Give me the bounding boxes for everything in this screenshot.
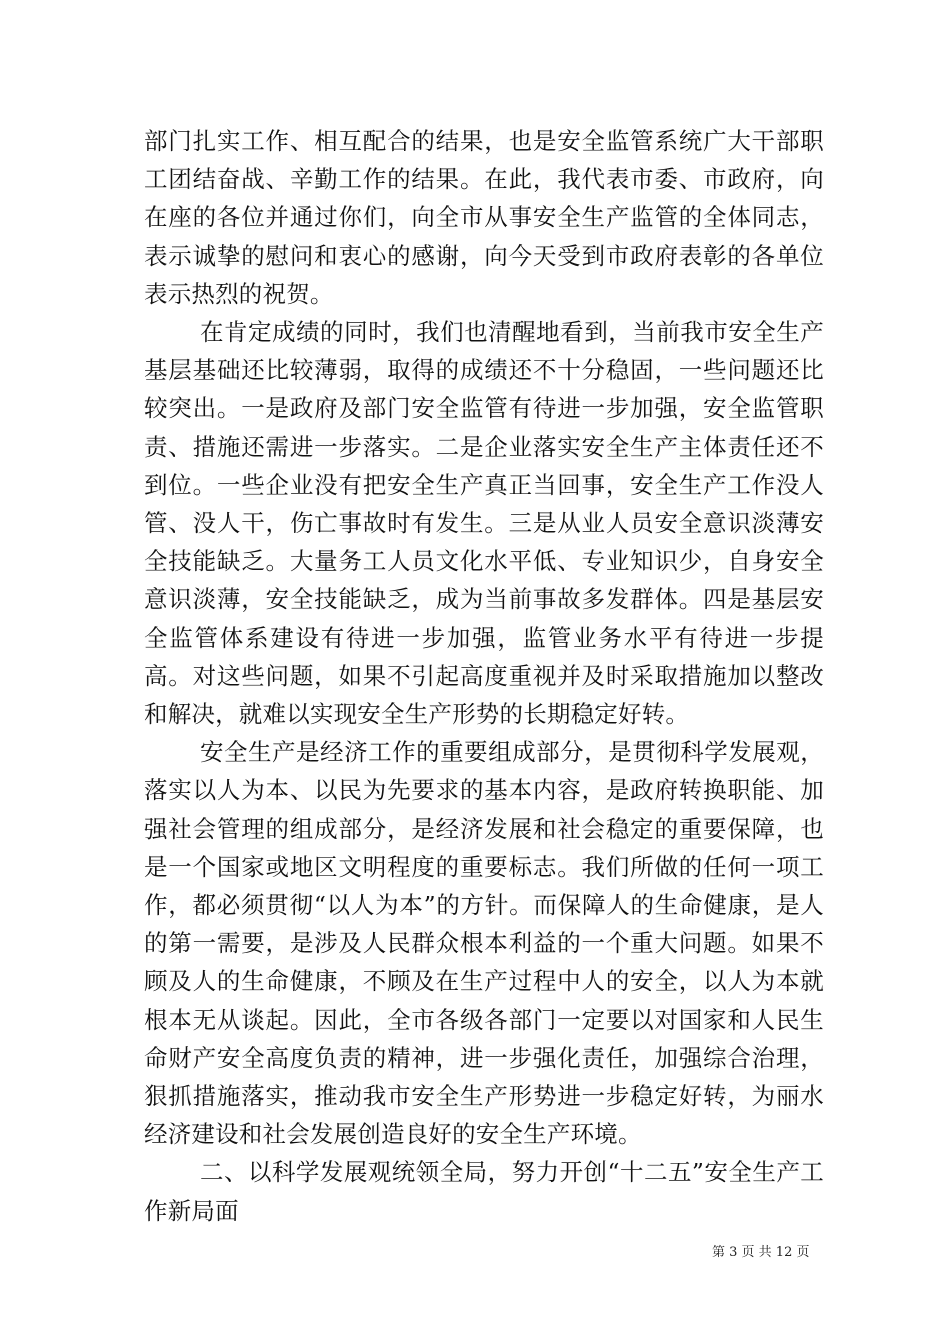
paragraph-continuation: 部门扎实工作、相互配合的结果，也是安全监管系统广大干部职工团结奋战、辛勤工作的结果。在此，我代表市委、市政府，向在座的各位并通过你们，向全市从事安全生产监管的全体同志，表示诚挚的慰问和衷心的感谢，向今天受到市政府表彰的各单位表示热烈的祝贺。 bbox=[144, 127, 824, 308]
paragraph-safety-importance: 安全生产是经济工作的重要组成部分，是贯彻科学发展观，落实以人为本、以民为先要求的基本内容，是政府转换职能、加强社会管理的组成部分，是经济发展和社会稳定的重要保障，也是一个国家或地区文明程度的重要标志。我们所做的任何一项工作，都必须贯彻“以人为本”的方针。而保障人的生命健康，是人的第一需要，是涉及人民群众根本利益的一个重大问题。如果不顾及人的生命健康，不顾及在生产过程中人的安全，以人为本就根本无从谈起。因此，全市各级各部门一定要以对国家和人民生命财产安全高度负责的精神，进一步强化责任，加强综合治理，狠抓措施落实，推动我市安全生产形势进一步稳定好转，为丽水经济建设和社会发展创造良好的安全生产环境。 bbox=[144, 738, 824, 1149]
page-number: 第 3 页 共 12 页 bbox=[712, 1245, 810, 1260]
paragraph-problems: 在肯定成绩的同时，我们也清醒地看到，当前我市安全生产基层基础还比较薄弱，取得的成绩还不十分稳固，一些问题还比较突出。一是政府及部门安全监管有待进一步加强，安全监管职责、措施还需进一步落实。二是企业落实安全生产主体责任还不到位。一些企业没有把安全生产真正当回事，安全生产工作没人管、没人干，伤亡事故时有发生。三是从业人员安全意识淡薄安全技能缺乏。大量务工人员文化水平低、专业知识少，自身安全意识淡薄，安全技能缺乏，成为当前事故多发群体。四是基层安全监管体系建设有待进一步加强，监管业务水平有待进一步提高。对这些问题，如果不引起高度重视并及时采取措施加以整改和解决，就难以实现安全生产形势的长期稳定好转。 bbox=[144, 318, 824, 729]
document-body bbox=[144, 122, 824, 1230]
section-heading-2: 二、以科学发展观统领全局，努力开创“十二五”安全生产工作新局面 bbox=[144, 1158, 824, 1225]
